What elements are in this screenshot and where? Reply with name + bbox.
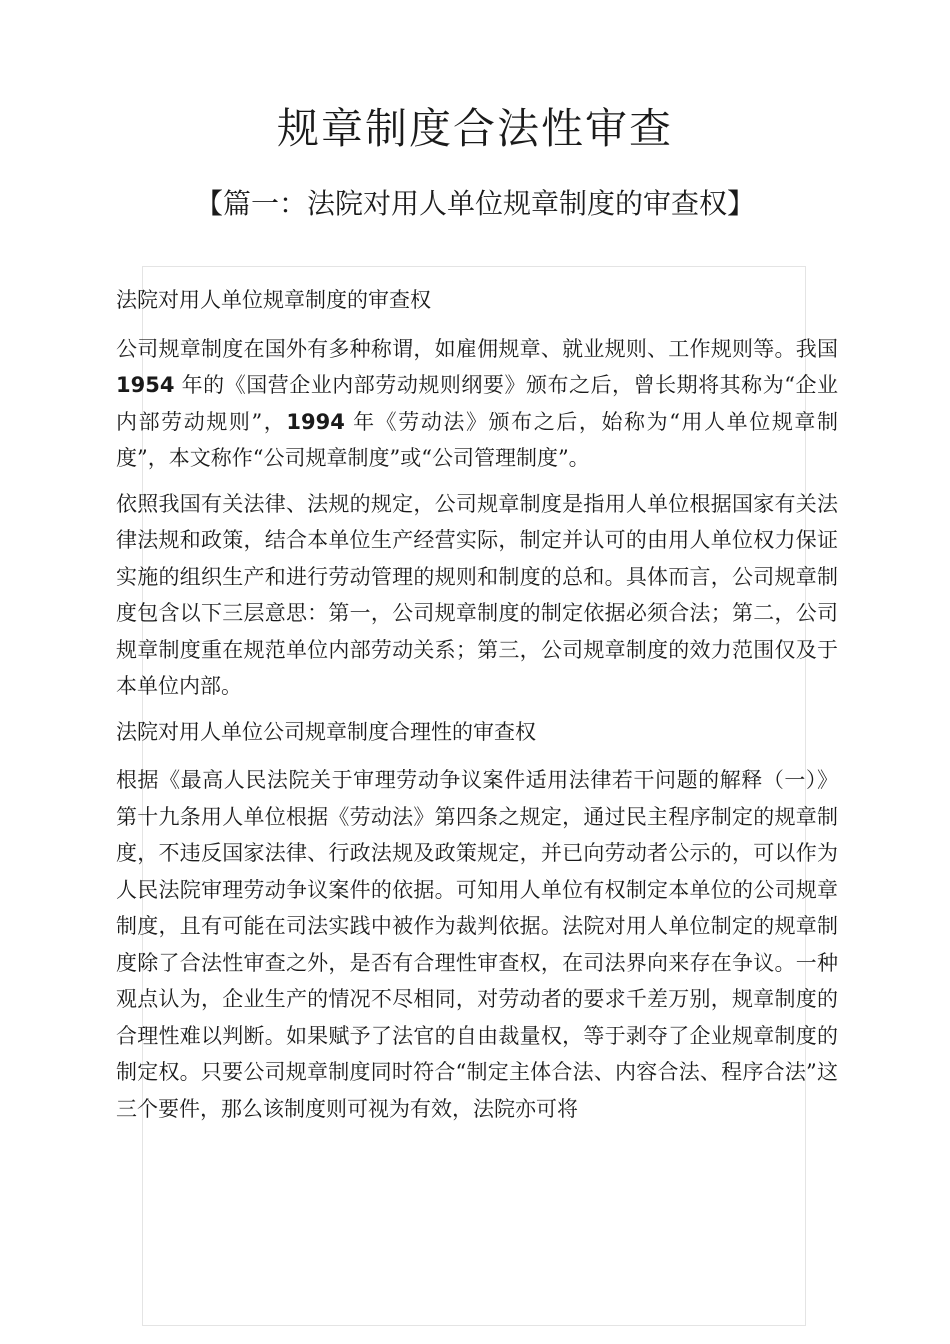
- paragraph: 根据《最高人民法院关于审理劳动争议案件适用法律若干问题的解释（一）》第十九条用人单位根据《劳动法》第四条之规定，通过民主程序制定的规章制度，不违反国家法律、行政法规及政策规定，并已向劳动者公示的，可以作为人民法院审理劳动争议案件的依据。可知用人单位有权制定本单位的公司规章制度，且有可能在司法实践中被作为裁判依据。法院对用人单位制定的规章制度除了合法性审查之外，是否有合理性审查权，在司法界向来存在争议。一种观点认为，企业生产的情况不尽相同，对劳动者的要求千差万别，规章制度的合理性难以判断。如果赋予了法官的自由裁量权，等于剥夺了企业规章制度的制定权。只要公司规章制度同时符合“制定主体合法、内容合法、程序合法”这三个要件，那么该制度则可视为有效，法院亦可将: [116, 768, 838, 1121]
- paragraph: 依照我国有关法律、法规的规定，公司规章制度是指用人单位根据国家有关法律法规和政策，结合本单位生产经营实际，制定并认可的由用人单位权力保证实施的组织生产和进行劳动管理的规则和制度的总和。具体而言，公司规章制度包含以下三层意思：第一，公司规章制度的制定依据必须合法；第二，公司规章制度重在规范单位内部劳动关系；第三，公司规章制度的效力范围仅及于本单位内部。: [116, 491, 838, 698]
- section-heading: 法院对用人单位公司规章制度合理性的审查权: [116, 719, 536, 744]
- paragraph: 公司规章制度在国外有多种称谓，如雇佣规章、就业规则、工作规则等。我国 1954 年的《国营企业内部劳动规则纲要》颁布之后，曾长期将其称为“企业内部劳动规则”，1994 年《劳动法》颁布之后，始称为“用人单位规章制度”，本文称作“公司规章制度”或“公司管理制度”。: [116, 336, 838, 470]
- section-heading: 法院对用人单位规章制度的审查权: [116, 288, 431, 312]
- document-subtitle: 【篇一：法院对用人单位规章制度的审查权】: [194, 187, 755, 220]
- document-title: 规章制度合法性审查: [276, 104, 673, 153]
- document-body: [116, 282, 838, 1136]
